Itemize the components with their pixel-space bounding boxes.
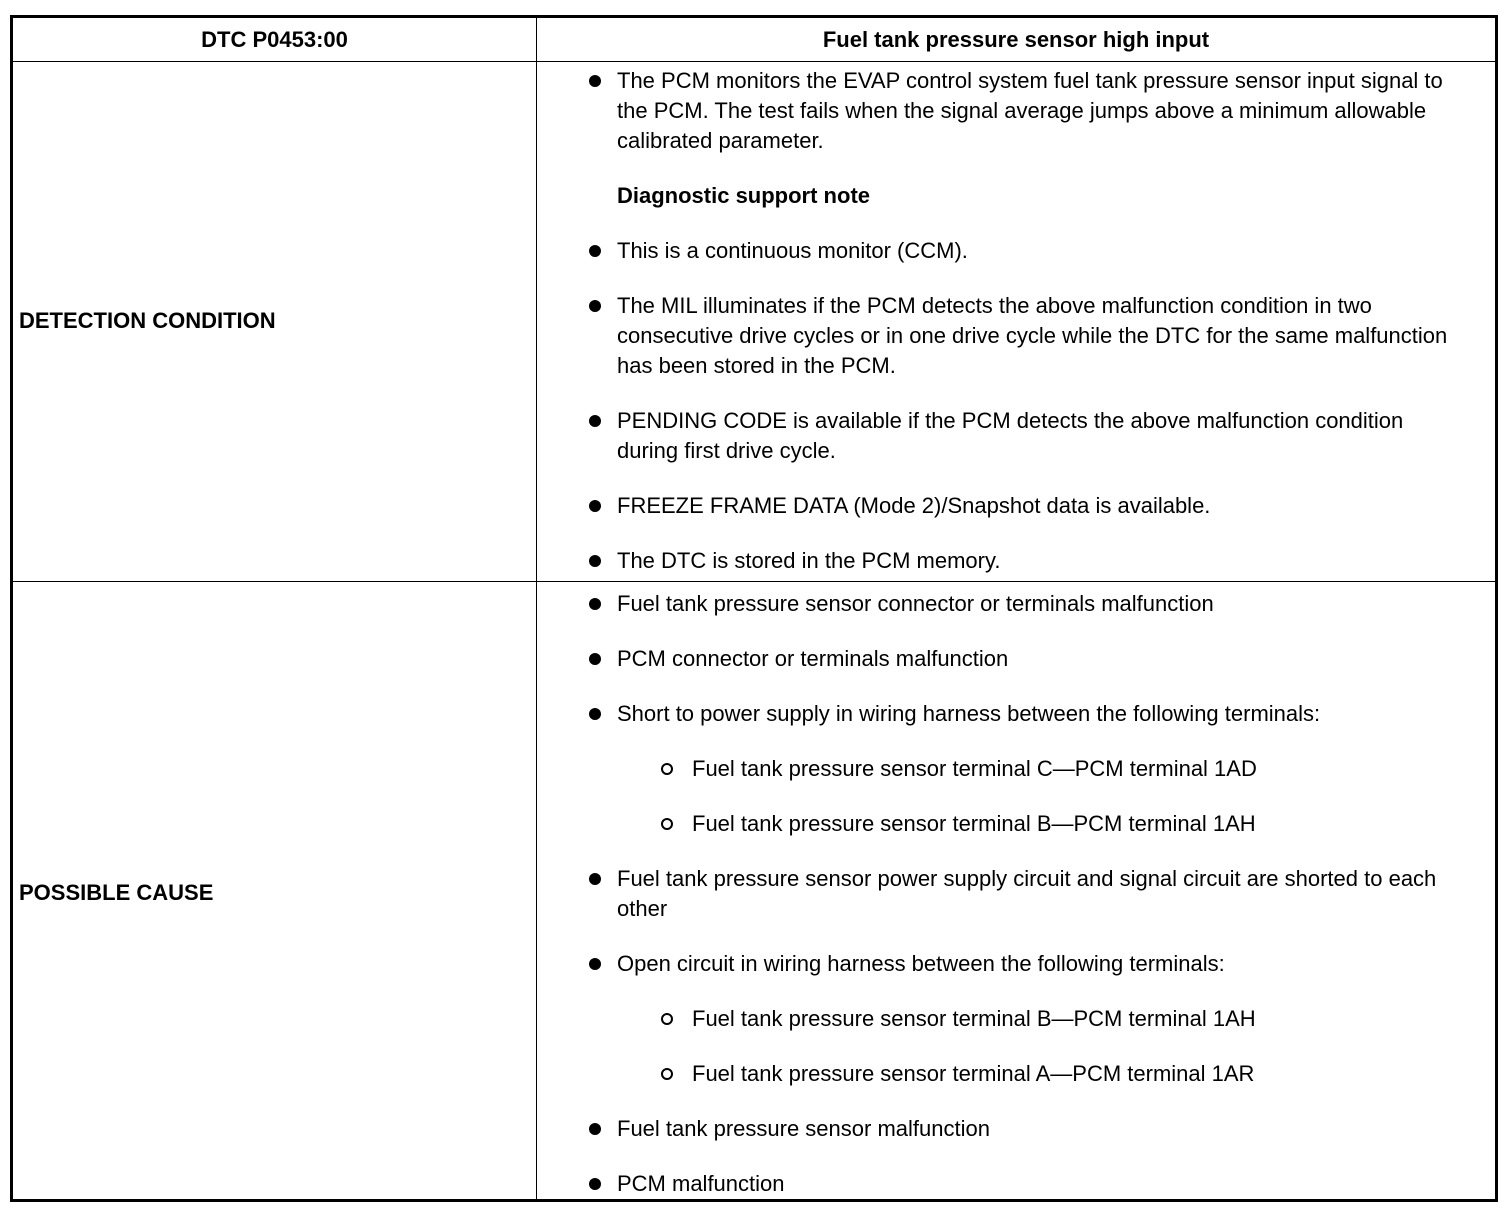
list-item [537, 236, 1495, 266]
sub-list-item [537, 1059, 1495, 1089]
sub-list-item-text: Fuel tank pressure sensor terminal C—PCM terminal 1AD [692, 756, 1257, 781]
bullet-icon [589, 300, 601, 312]
diagnostic-note-heading: Diagnostic support note [617, 183, 870, 208]
hollow-bullet-icon [661, 763, 673, 775]
dtc-title-header: Fuel tank pressure sensor high input [822, 26, 1210, 52]
bullet-icon [589, 245, 601, 257]
bullet-icon [589, 653, 601, 665]
bullet-icon [589, 958, 601, 970]
bullet-icon [589, 708, 601, 720]
sub-list-item [537, 754, 1495, 784]
list-item-text: FREEZE FRAME DATA (Mode 2)/Snapshot data is available. [617, 493, 1211, 518]
header-row-divider [13, 61, 1495, 62]
bullet-icon [589, 555, 601, 567]
list-item [537, 699, 1495, 729]
detection-row-divider [13, 581, 1495, 582]
sub-list-item-text: Fuel tank pressure sensor terminal B—PCM terminal 1AH [692, 1006, 1256, 1031]
hollow-bullet-icon [661, 1013, 673, 1025]
sub-list-item-text: Fuel tank pressure sensor terminal A—PCM terminal 1AR [692, 1061, 1255, 1086]
list-item [537, 406, 1495, 466]
hollow-bullet-icon [661, 818, 673, 830]
bullet-icon [589, 598, 601, 610]
list-item-text: PCM connector or terminals malfunction [617, 646, 1009, 671]
list-item [537, 546, 1495, 576]
detection-intro-text: The PCM monitors the EVAP control system fuel tank pressure sensor input signal to the PCM. The test fails when the signal average jumps above a minimum allowable calibrated parameter. [617, 68, 1443, 153]
dtc-table [10, 15, 1498, 1202]
possible-cause-content [537, 589, 1495, 1199]
list-item-text: The DTC is stored in the PCM memory. [617, 548, 1001, 573]
list-item [537, 864, 1495, 924]
list-item-text: Short to power supply in wiring harness between the following terminals: [617, 701, 1321, 726]
bullet-icon [589, 1178, 601, 1190]
list-item [537, 644, 1495, 674]
hollow-bullet-icon [661, 1068, 673, 1080]
list-item-text: Open circuit in wiring harness between the following terminals: [617, 951, 1225, 976]
bullet-icon [589, 1123, 601, 1135]
list-item-text: The MIL illuminates if the PCM detects the above malfunction condition in two consecutive drive cycles or in one drive cycle while the DTC for the same malfunction has been stored in the PCM. [617, 293, 1448, 378]
list-item-text: This is a continuous monitor (CCM). [617, 238, 968, 263]
list-item [537, 1114, 1495, 1144]
bullet-icon [589, 415, 601, 427]
bullet-icon [589, 873, 601, 885]
possible-cause-label: POSSIBLE CAUSE [19, 880, 214, 905]
list-item-text: Fuel tank pressure sensor connector or terminals malfunction [617, 591, 1214, 616]
list-item [537, 66, 1495, 156]
list-item [537, 491, 1495, 521]
sub-list-item-text: Fuel tank pressure sensor terminal B—PCM terminal 1AH [692, 811, 1256, 836]
list-item [537, 589, 1495, 619]
list-item [537, 1169, 1495, 1199]
bullet-icon [589, 75, 601, 87]
list-item [537, 949, 1495, 979]
sub-list-item [537, 1004, 1495, 1034]
list-item-text: PENDING CODE is available if the PCM detects the above malfunction condition during first drive cycle. [617, 408, 1404, 463]
list-item-text: PCM malfunction [617, 1171, 785, 1196]
dtc-code-header: DTC P0453:00 [201, 26, 348, 52]
list-item [537, 291, 1495, 381]
list-item-text: Fuel tank pressure sensor power supply circuit and signal circuit are shorted to each other [617, 866, 1437, 921]
sub-list-item [537, 809, 1495, 839]
bullet-icon [589, 500, 601, 512]
list-item-text: Fuel tank pressure sensor malfunction [617, 1116, 990, 1141]
detection-condition-content [537, 66, 1495, 576]
detection-condition-label: DETECTION CONDITION [19, 308, 276, 333]
